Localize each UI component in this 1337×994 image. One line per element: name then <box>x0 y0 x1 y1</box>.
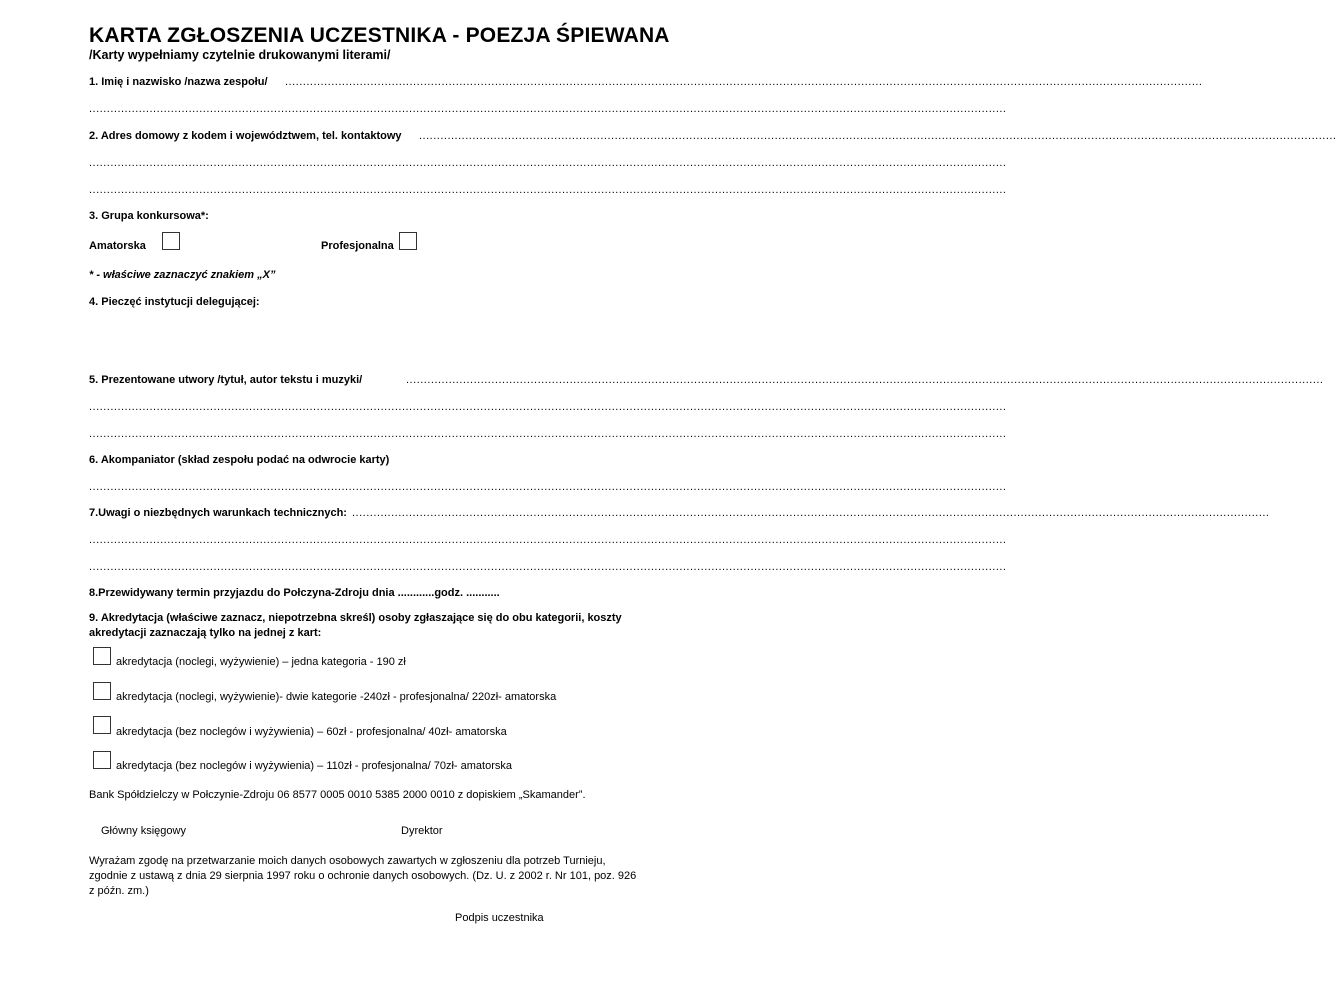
section-9-label-line-1: 9. Akredytacja (właściwe zaznacz, niepotrzebna skreśl) osoby zgłaszające się do obu kategorii, koszty <box>89 612 622 624</box>
section-1-label: 1. Imię i nazwisko /nazwa zespołu/ <box>89 76 268 88</box>
section-7-fill-line[interactable]: .................................................................................................................................................................................................................................................................. <box>352 507 1270 519</box>
accreditation-checkbox-3[interactable] <box>93 716 111 734</box>
accreditation-checkbox-4[interactable] <box>93 751 111 769</box>
bank-account-info: Bank Spółdzielczy w Połczynie-Zdroju 06 8577 0005 0010 5385 2000 0010 z dopiskiem „Skamander”. <box>89 789 586 801</box>
option-professional-label: Profesjonalna <box>321 240 394 252</box>
section-4-label: 4. Pieczęć instytucji delegującej: <box>89 296 260 308</box>
section-2-fill-line[interactable]: .................................................................................................................................................................................................................................................................. <box>419 130 1337 142</box>
accreditation-option-4: akredytacja (bez noclegów i wyżywienia) – 110zł - profesjonalna/ 70zł- amatorska <box>116 760 512 772</box>
section-5-fill-line[interactable]: .................................................................................................................................................................................................................................................................. <box>406 374 1324 386</box>
accreditation-option-3: akredytacja (bez noclegów i wyżywienia) – 60zł - profesjonalna/ 40zł- amatorska <box>116 726 507 738</box>
page-title: KARTA ZGŁOSZENIA UCZESTNIKA - POEZJA ŚPIEWANA <box>89 24 670 47</box>
marking-note: * - właściwe zaznaczyć znakiem „X” <box>89 269 276 281</box>
option-amateur-label: Amatorska <box>89 240 146 252</box>
section-5-label: 5. Prezentowane utwory /tytuł, autor tekstu i muzyki/ <box>89 374 363 386</box>
consent-text-line-1: Wyrażam zgodę na przetwarzanie moich danych osobowych zawartych w zgłoszeniu dla potrzeb Turnieju, <box>89 855 606 867</box>
section-5-fill-line-3[interactable]: .................................................................................................................................................................................................................................................................. <box>89 428 1007 440</box>
professional-checkbox[interactable] <box>399 232 417 250</box>
section-2-fill-line-2[interactable]: .................................................................................................................................................................................................................................................................. <box>89 157 1007 169</box>
section-1-fill-line[interactable]: .................................................................................................................................................................................................................................................................. <box>285 76 1203 88</box>
section-2-fill-line-3[interactable]: .................................................................................................................................................................................................................................................................. <box>89 184 1007 196</box>
consent-text-line-3: z późn. zm.) <box>89 885 149 897</box>
section-6-label: 6. Akompaniator (skład zespołu podać na odwrocie karty) <box>89 454 390 466</box>
accreditation-option-1: akredytacja (noclegi, wyżywienie) – jedna kategoria - 190 zł <box>116 656 406 668</box>
section-7-label: 7.Uwagi o niezbędnych warunkach technicznych: <box>89 507 347 519</box>
page-subtitle: /Karty wypełniamy czytelnie drukowanymi literami/ <box>89 48 391 62</box>
section-7-fill-line-3[interactable]: .................................................................................................................................................................................................................................................................. <box>89 561 1007 573</box>
amateur-checkbox[interactable] <box>162 232 180 250</box>
consent-text-line-2: zgodnie z ustawą z dnia 29 sierpnia 1997 roku o ochronie danych osobowych. (Dz. U. z 2002 r. Nr 101, poz. 926 <box>89 870 637 882</box>
section-1-fill-line-2[interactable]: .................................................................................................................................................................................................................................................................. <box>89 103 1007 115</box>
section-8-label: 8.Przewidywany termin przyjazdu do Połczyna-Zdroju dnia ............godz. ........... <box>89 587 500 599</box>
director-signature-label: Dyrektor <box>401 825 443 837</box>
section-6-fill-line[interactable]: .................................................................................................................................................................................................................................................................. <box>89 481 1007 493</box>
section-9-label-line-2: akredytacji zaznaczają tylko na jednej z kart: <box>89 627 322 639</box>
accreditation-checkbox-2[interactable] <box>93 682 111 700</box>
section-7-fill-line-2[interactable]: .................................................................................................................................................................................................................................................................. <box>89 534 1007 546</box>
section-3-label: 3. Grupa konkursowa*: <box>89 210 209 222</box>
section-5-fill-line-2[interactable]: .................................................................................................................................................................................................................................................................. <box>89 401 1007 413</box>
section-2-label: 2. Adres domowy z kodem i województwem, tel. kontaktowy <box>89 130 402 142</box>
participant-signature-label: Podpis uczestnika <box>455 912 544 924</box>
chief-accountant-signature-label: Główny księgowy <box>101 825 186 837</box>
accreditation-option-2: akredytacja (noclegi, wyżywienie)- dwie kategorie -240zł - profesjonalna/ 220zł- amatorska <box>116 691 557 703</box>
accreditation-checkbox-1[interactable] <box>93 647 111 665</box>
